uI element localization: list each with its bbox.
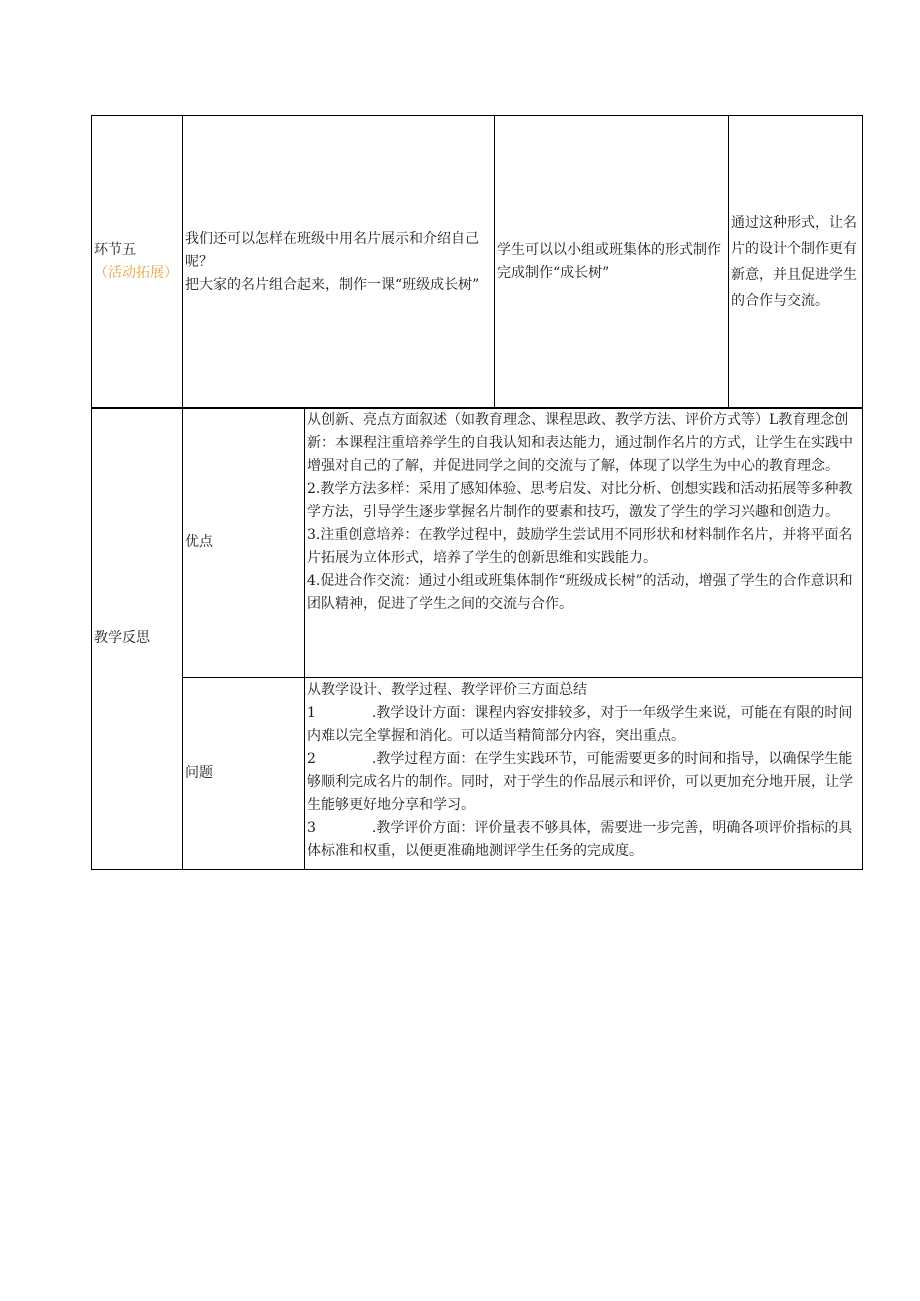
- problems-intro: 从教学设计、教学过程、教学评价三方面总结: [307, 682, 587, 698]
- problem-number: 3: [307, 820, 316, 836]
- problem-text: .教学设计方面：课程内容安排较多，对于一年级学生来说，可能在有限的时间内难以完全掌握和消化。可以适当精简部分内容，突出重点。: [307, 705, 853, 744]
- problem-item: [307, 817, 860, 863]
- reflection-label-cell: [92, 408, 183, 870]
- problem-item: [307, 702, 860, 748]
- strengths-label: 优点: [185, 534, 213, 550]
- problem-number: 2: [307, 751, 316, 767]
- section-label: 环节五: [94, 242, 136, 258]
- teacher-activity-cell: [183, 116, 495, 409]
- problem-text: .教学过程方面：在学生实践环节，可能需要更多的时间和指导，以确保学生能够顺利完成名片的制作。同时，对于学生的作品展示和评价，可以更加充分地开展，让学生能够更好地分享和学习。: [307, 751, 853, 813]
- teacher-activity-line2: 把大家的名片组合起来，制作一课“班级成长树”: [185, 276, 480, 293]
- design-intent-text: 通过这种形式，让名片的设计个制作更有新意，并且促进学生的合作与交流。: [731, 215, 857, 309]
- problem-text: .教学评价方面：评价量表不够具体，需要进一步完善，明确各项评价指标的具体标准和权重，以便更准确地测评学生任务的完成度。: [307, 820, 853, 859]
- strengths-intro: 从创新、亮点方面叙述（如教育理念、课程思政、教学方法、评价方式等）L教育理念创新：本课程注重培养学生的自我认知和表达能力，通过制作名片的方式，让学生在实践中增强对自己的了解，并促进同学之间的交流与了解，体现了以学生为中心的教育理念。: [307, 412, 853, 474]
- strengths-item-3: 3.注重创意培养：在教学过程中，鼓励学生尝试用不同形状和材料制作名片，并将平面名片拓展为立体形式，培养了学生的创新思维和实践能力。: [307, 527, 853, 566]
- problem-item: [307, 748, 860, 817]
- design-intent-cell: [729, 116, 863, 409]
- strengths-item-2: 2.教学方法多样：采用了感知体验、思考启发、对比分析、创想实践和活动拓展等多种教学方法，引导学生逐步掌握名片制作的要素和技巧，激发了学生的学习兴趣和创造力。: [307, 481, 853, 520]
- strengths-item-4: 4.促进合作交流：通过小组或班集体制作“班级成长树”的活动，增强了学生的合作意识和团队精神，促进了学生之间的交流与合作。: [307, 573, 853, 612]
- problems-label: 问题: [185, 765, 213, 781]
- strengths-label-cell: [183, 408, 305, 678]
- problems-content-cell: [305, 678, 863, 870]
- problems-label-cell: [183, 678, 305, 870]
- strengths-content-cell: [305, 408, 863, 678]
- student-activity-text: 学生可以以小组或班集体的形式制作完成制作“成长树”: [497, 242, 721, 281]
- section-five-table: [91, 115, 863, 409]
- section-five-row: [92, 116, 863, 409]
- problem-number: 1: [307, 705, 316, 721]
- student-activity-cell: [495, 116, 729, 409]
- reflection-table: [91, 407, 863, 870]
- strengths-row: [92, 408, 863, 678]
- problems-row: [92, 678, 863, 870]
- reflection-label: 教学反思: [94, 630, 150, 646]
- teacher-activity-line1: 我们还可以怎样在班级中用名片展示和介绍自己呢？: [185, 230, 479, 270]
- section-label-cell: [92, 116, 183, 409]
- section-sub-label: （活动拓展）: [94, 265, 178, 281]
